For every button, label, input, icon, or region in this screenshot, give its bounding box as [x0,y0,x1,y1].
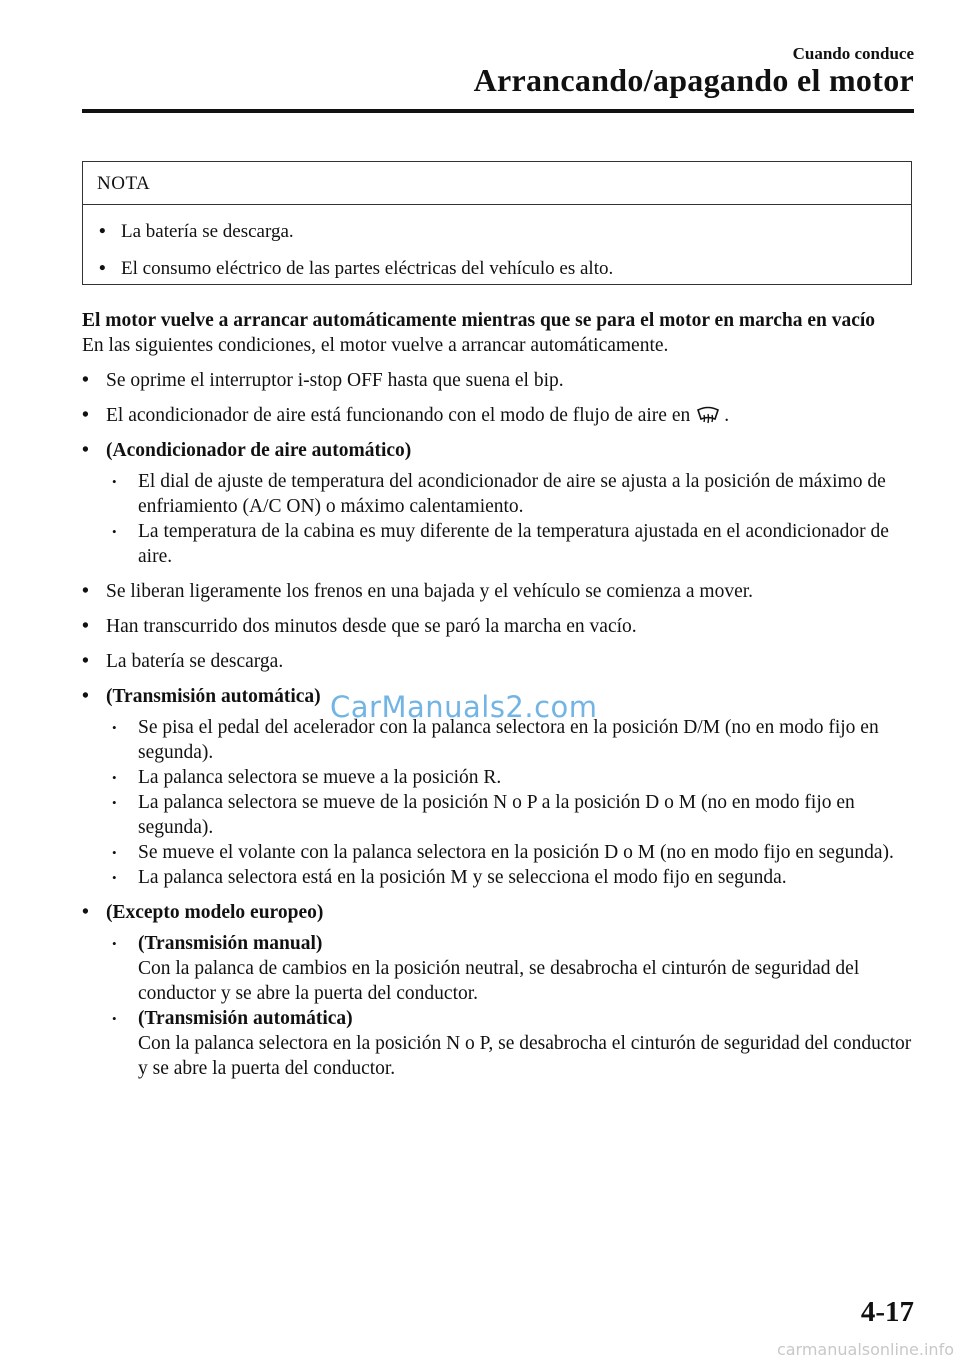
section-intro: En las siguientes condiciones, el motor vuelve a arrancar automáticamente. [82,335,669,356]
small-bullet-icon: • [112,1011,117,1026]
bullet-icon: • [99,221,106,242]
list-item-title: (Excepto modelo europeo) [106,902,324,923]
note-item-text: La batería se descarga. [121,221,294,242]
small-bullet-icon: • [112,936,117,951]
bullet-icon: • [82,370,89,391]
watermark: CarManuals2.com [330,690,598,724]
sub-list-item [82,865,914,890]
sub-list-item-text: Se mueve el volante con la palanca selectora en la posición D o M (no en modo fijo en segunda). [138,842,894,863]
sub-list-item-title: (Transmisión automática) [138,1008,353,1029]
small-bullet-icon: • [112,795,117,810]
footer-watermark: carmanualsonline.info [776,1340,954,1359]
sub-list-item-text: La palanca selectora se mueve a la posición R. [138,767,502,788]
list-item-text [106,403,729,428]
note-item [99,250,911,287]
sub-list-item-text: Con la palanca de cambios en la posición neutral, se desabrocha el cinturón de seguridad del conductor y se abre la puerta del conductor. [138,958,860,1004]
note-body [83,205,911,287]
list-item [82,649,914,674]
small-bullet-icon: • [112,474,117,489]
list-item-text: Se liberan ligeramente los frenos en una bajada y el vehículo se comienza a mover. [106,581,754,602]
sub-list-item-body [138,1006,914,1081]
bullet-icon: • [82,686,89,707]
bullet-icon: • [82,405,89,426]
small-bullet-icon: • [112,845,117,860]
sub-list-item-text: El dial de ajuste de temperatura del acondicionador de aire se ajusta a la posición de máximo de enfriamiento (A/C ON) o máximo calentamiento. [138,471,886,517]
sub-list-item-text: Con la palanca selectora en la posición N o P, se desabrocha el cinturón de seguridad del conductor y se abre la puerta del conductor. [138,1033,912,1079]
sub-list [82,469,914,569]
list-item [82,368,914,393]
sub-list-item-text: La temperatura de la cabina es muy diferente de la temperatura ajustada en el acondicionador de aire. [138,521,889,567]
list-item-title: (Acondicionador de aire automático) [106,440,412,461]
sub-list-item [82,840,914,865]
list-item-text: Se oprime el interruptor i-stop OFF hasta que suena el bip. [106,370,564,391]
page-title: Arrancando/apagando el motor [473,62,914,98]
sub-list-item-body [138,931,914,1006]
list-item-title: (Transmisión automática) [106,686,321,707]
note-item-text: El consumo eléctrico de las partes eléctricas del vehículo es alto. [121,258,614,279]
header-rule [82,109,914,113]
small-bullet-icon: • [112,870,117,885]
header-section: Cuando conduce [792,44,914,63]
sub-list-item-title: (Transmisión manual) [138,933,323,954]
note-label: NOTA [83,162,911,205]
sub-list-item [82,519,914,569]
sub-list-item-text: La palanca selectora se mueve de la posición N o P a la posición D o M (no en modo fijo en segunda). [138,792,855,838]
sub-list-item [82,765,914,790]
list-item-text-part: El acondicionador de aire está funcionando con el modo de flujo de aire en [106,405,691,426]
bullet-icon: • [82,651,89,672]
small-bullet-icon: • [112,770,117,785]
list-item [82,579,914,604]
sub-list-item [82,1006,914,1081]
sub-list-item-text: La palanca selectora está en la posición M y se selecciona el modo fijo en segunda. [138,867,787,888]
section-heading: El motor vuelve a arrancar automáticamente mientras que se para el motor en marcha en vacío [82,310,876,331]
list-item [82,438,914,463]
sub-list [82,715,914,890]
sub-list-item-text: Se pisa el pedal del acelerador con la palanca selectora en la posición D/M (no en modo fijo en segunda). [138,717,879,763]
windshield-defrost-icon [696,406,720,424]
sub-list-item [82,931,914,1006]
bullet-icon: • [82,616,89,637]
list-item-text-part: . [724,405,730,426]
bullet-icon: • [99,258,106,279]
small-bullet-icon: • [112,524,117,539]
small-bullet-icon: • [112,720,117,735]
sub-list-item [82,790,914,840]
list-item [82,403,914,428]
list-item-text: La batería se descarga. [106,651,284,672]
bullet-icon: • [82,581,89,602]
sub-list-item [82,469,914,519]
bullet-icon: • [82,440,89,461]
bullet-icon: • [82,902,89,923]
sub-list [82,931,914,1081]
list-item [82,900,914,925]
page-number: 4-17 [860,1296,914,1328]
note-box [82,161,912,285]
list-item [82,614,914,639]
note-item [99,213,911,250]
list-item-text: Han transcurrido dos minutos desde que se paró la marcha en vacío. [106,616,637,637]
